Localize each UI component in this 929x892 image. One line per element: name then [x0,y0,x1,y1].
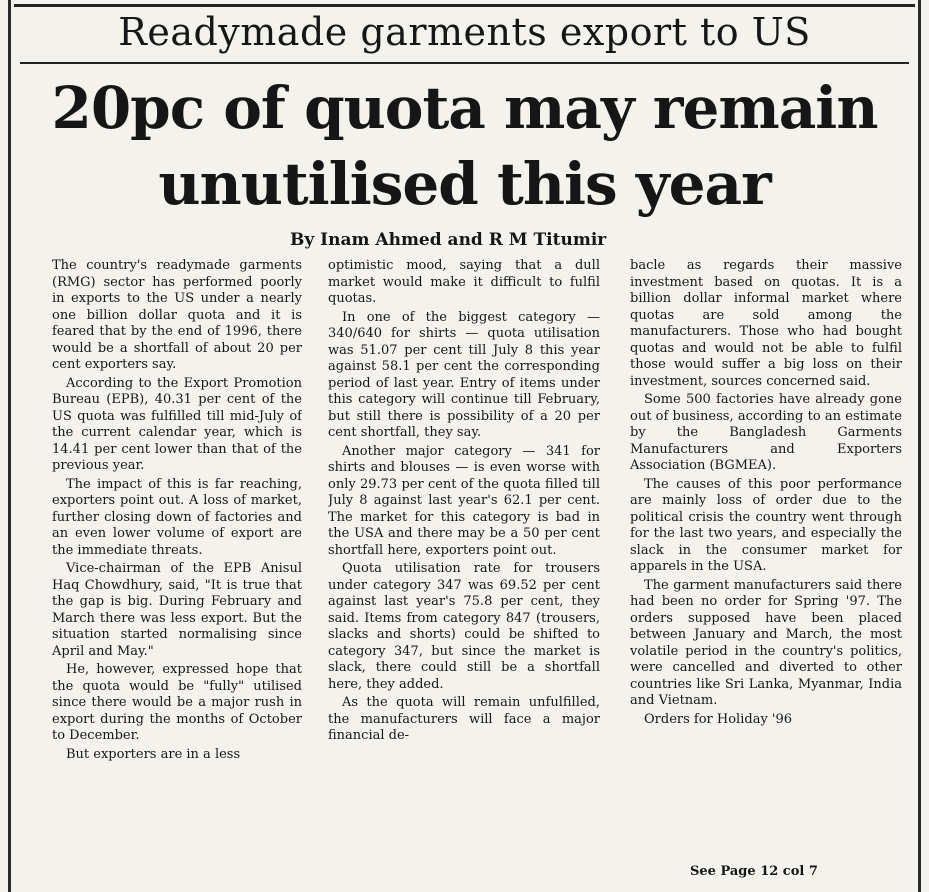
paragraph: Orders for Holiday '96 [644,711,793,727]
paragraph: optimistic mood, saying that a dull market would make it difficult to fulfil quotas. [328,258,600,306]
paragraph: Vice-chairman of the EPB Anisul Haq Chowdhury, said, "It is true that the gap is big. During February and March there was less export. But the situation started normalising since April and May." [52,561,302,659]
continuation-note: See Page 12 col 7 [690,864,818,879]
paragraph: But exporters are in a less [66,746,241,762]
paragraph: As the quota will remain unfulfilled, the manufacturers will face a major financial de- [328,695,600,743]
article-column-1 [52,258,302,890]
paragraph: Some 500 factories have already gone out of business, according to an estimate by the Bangladesh Garments Manufacturers and Exporters Association (BGMEA). [630,392,902,473]
byline: By Inam Ahmed and R M Titumir [290,230,607,250]
headline-line-1: 20pc of quota may remain [51,74,878,142]
strap-headline: Readymade garments export to US [118,10,811,54]
article-column-3 [630,258,902,890]
paragraph: bacle as regards their massive investment based on quotas. It is a billion dollar informal market where quotas are sold among the manufacturers. Those who had bought quotas and would not be able to fulfil those would suffer a big loss on their investment, sources concerned said. [630,258,902,389]
article-column-2 [328,258,600,890]
paragraph: The impact of this is far reaching, exporters point out. A loss of market, further closing down of factories and an even lower volume of export are the immediate threats. [52,476,302,558]
paragraph: The causes of this poor performance are mainly loss of order due to the political crisis the country went through for the last two years, and especially the slack in the consumer market for apparels in the USA. [630,476,902,574]
top-rule [14,4,915,7]
paragraph: In one of the biggest category — 340/640 for shirts — quota utilisation was 51.07 per cent till July 8 this year against 58.1 per cent the corresponding period of last year. Entry of items under this category will continue till February, but still there is possibility of a 20 per cent shortfall, they say. [328,309,600,440]
paragraph: The country's readymade garments (RMG) sector has performed poorly in exports to the US under a nearly one billion dollar quota and it is feared that by the end of 1996, there would be a shortfall of about 20 per cent exporters say. [52,258,302,372]
headline-line-2: unutilised this year [158,150,771,218]
paragraph: Another major category — 341 for shirts and blouses — is even worse with only 29.73 per cent of the quota filled till July 8 against last year's 62.1 per cent. The market for this category is bad in the USA and there may be a 50 per cent shortfall here, exporters point out. [328,443,600,558]
strap-rule [20,62,909,64]
paragraph: He, however, expressed hope that the quota would be "fully" utilised since there would be a major rush in export during the months of October to December. [52,662,302,743]
headline [0,70,929,222]
paragraph: According to the Export Promotion Bureau (EPB), 40.31 per cent of the US quota was fulfilled till mid-July of the current calendar year, which is 14.41 per cent lower than that of the previous year. [52,375,302,473]
paragraph: Quota utilisation rate for trousers under category 347 was 69.52 per cent against last year's 75.8 per cent, they said. Items from category 847 (trousers, slacks and shorts) could be shifted to category 347, but since the market is slack, there could still be a shortfall here, they added. [328,561,600,692]
paragraph: The garment manufacturers said there had been no order for Spring '97. The orders supposed have been placed between January and March, the most volatile period in the country's politics, were cancelled and diverted to other countries like Sri Lanka, Myanmar, India and Vietnam. [630,577,902,708]
